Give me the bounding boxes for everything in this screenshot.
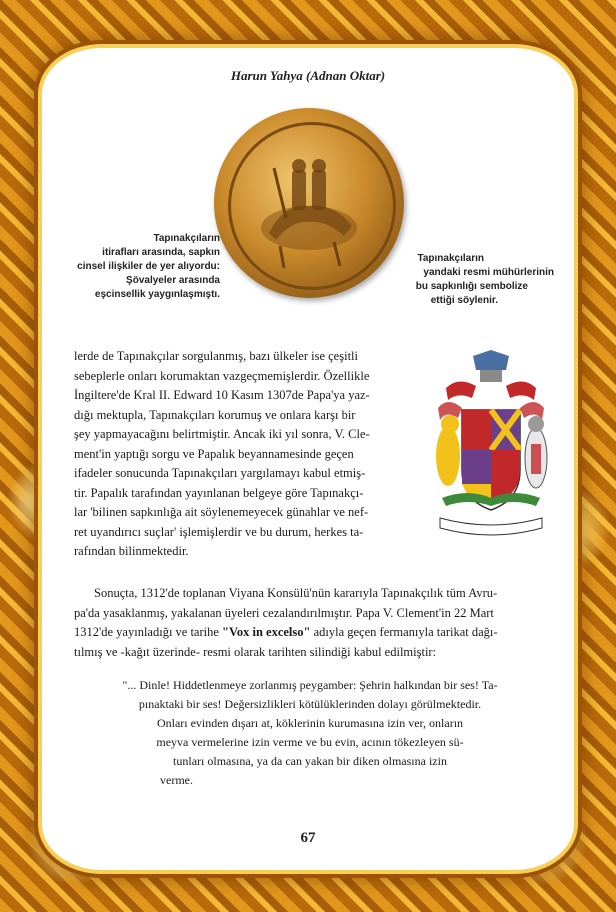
text-span: adıyla geçen fermanıyla tarikat dağı- bbox=[310, 625, 498, 639]
caption-line: itirafları arasında, sapkın bbox=[102, 247, 220, 258]
seal-riders-icon bbox=[214, 108, 404, 298]
text-line: sebeplerle onları korumaktan vazgeçmemişlerdir. Özellikle bbox=[74, 368, 370, 383]
text-line: ifadeler sonucunda Tapınakçıları yargılamayı kabul etmiş- bbox=[74, 466, 366, 480]
quote-line: tunları olmasına, ya da can yakan bir diken olmasına izin bbox=[173, 754, 447, 768]
text-line: ret uyandırıcı suçlar' işlemişlerdir ve bu durum, herkes ta- bbox=[74, 524, 364, 539]
running-header: Harun Yahya (Adnan Oktar) bbox=[230, 68, 386, 83]
templar-seal-image bbox=[214, 108, 404, 298]
caption-line: yandaki resmi mühürlerinin bbox=[423, 267, 554, 278]
quote-line: meyva vermelerine izin verme ve bu evin, acının tökezleyen sü- bbox=[156, 735, 464, 749]
text-line: ment'in yaptığı sorgu ve Papalık beyannamesinde geçen bbox=[74, 446, 354, 461]
caption-line: ettiği söylenir. bbox=[430, 295, 498, 306]
text-line: şey yapmayacağını belirtmiştir. Ancak iki yıl sonra, V. Cle- bbox=[74, 427, 370, 441]
quotation-block bbox=[110, 676, 510, 790]
quote-line: pınaktaki bir ses! Değersizlikleri kötülüklerinden dolayı görülmektedir. bbox=[138, 697, 482, 711]
text-span: Sonuçta, 1312'de toplanan Viyana Konsülü'nün kararıyla Tapınakçılık tüm Avru- bbox=[94, 586, 498, 600]
seal-caption-left bbox=[40, 232, 220, 302]
caption-line: bu sapkınlığı sembolize bbox=[415, 281, 528, 292]
caption-line: eşcinsellik yaygınlaşmıştı. bbox=[94, 289, 220, 300]
text-line bbox=[74, 623, 544, 643]
text-line: tir. Papalık tarafından yayınlanan belgeye göre Tapınakçı- bbox=[74, 485, 364, 500]
body-paragraph-2 bbox=[74, 584, 544, 662]
text-line bbox=[74, 584, 544, 604]
caption-line: Tapınakçıların bbox=[153, 233, 220, 244]
text-span: 1312'de yayınladığı ve tarihe bbox=[74, 625, 223, 639]
body-column-text bbox=[74, 347, 414, 562]
quote-line: "... Dinle! Hiddetlenmeye zorlanmış peygamber: Şehrin halkından bir ses! Ta- bbox=[122, 678, 498, 692]
vox-in-excelso-term: "Vox in excelso" bbox=[222, 625, 311, 639]
caption-line: cinsel ilişkiler de yer alıyordu: bbox=[77, 261, 220, 272]
seal-caption-right bbox=[388, 252, 568, 308]
text-line: dığı mektupla, Tapınakçıları korumuş ve onlara karşı bir bbox=[74, 407, 356, 422]
text-line: pa'da yasaklanmış, yakalanan üyeleri cezalandırılmıştır. Papa V. Clement'in 22 Mart bbox=[74, 605, 494, 620]
text-line: rafından bilinmektedir. bbox=[74, 544, 189, 558]
text-line: lerde de Tapınakçılar sorgulanmış, bazı ülkeler ise çeşitli bbox=[74, 349, 358, 363]
text-line: İngiltere'de Kral II. Edward 10 Kasım 1307de Papa'ya yaz- bbox=[74, 388, 370, 402]
text-line: tılmış ve -kağıt üzerinde- resmi olarak tarihten silindiği kabul edilmiştir: bbox=[74, 644, 437, 659]
caption-line: Tapınakçıların bbox=[417, 253, 484, 264]
quote-line: verme. bbox=[160, 773, 193, 787]
coat-of-arms-image bbox=[428, 348, 554, 548]
text-line: lar 'bilinen sapkınlığa ait söylenemeyecek günahlar ve nef- bbox=[74, 505, 369, 519]
quote-line: Onları evinden dışarı at, köklerinin kurumasına izin ver, onların bbox=[156, 716, 464, 730]
page-number: 67 bbox=[300, 830, 316, 846]
caption-line: Şövalyeler arasında bbox=[126, 275, 220, 286]
